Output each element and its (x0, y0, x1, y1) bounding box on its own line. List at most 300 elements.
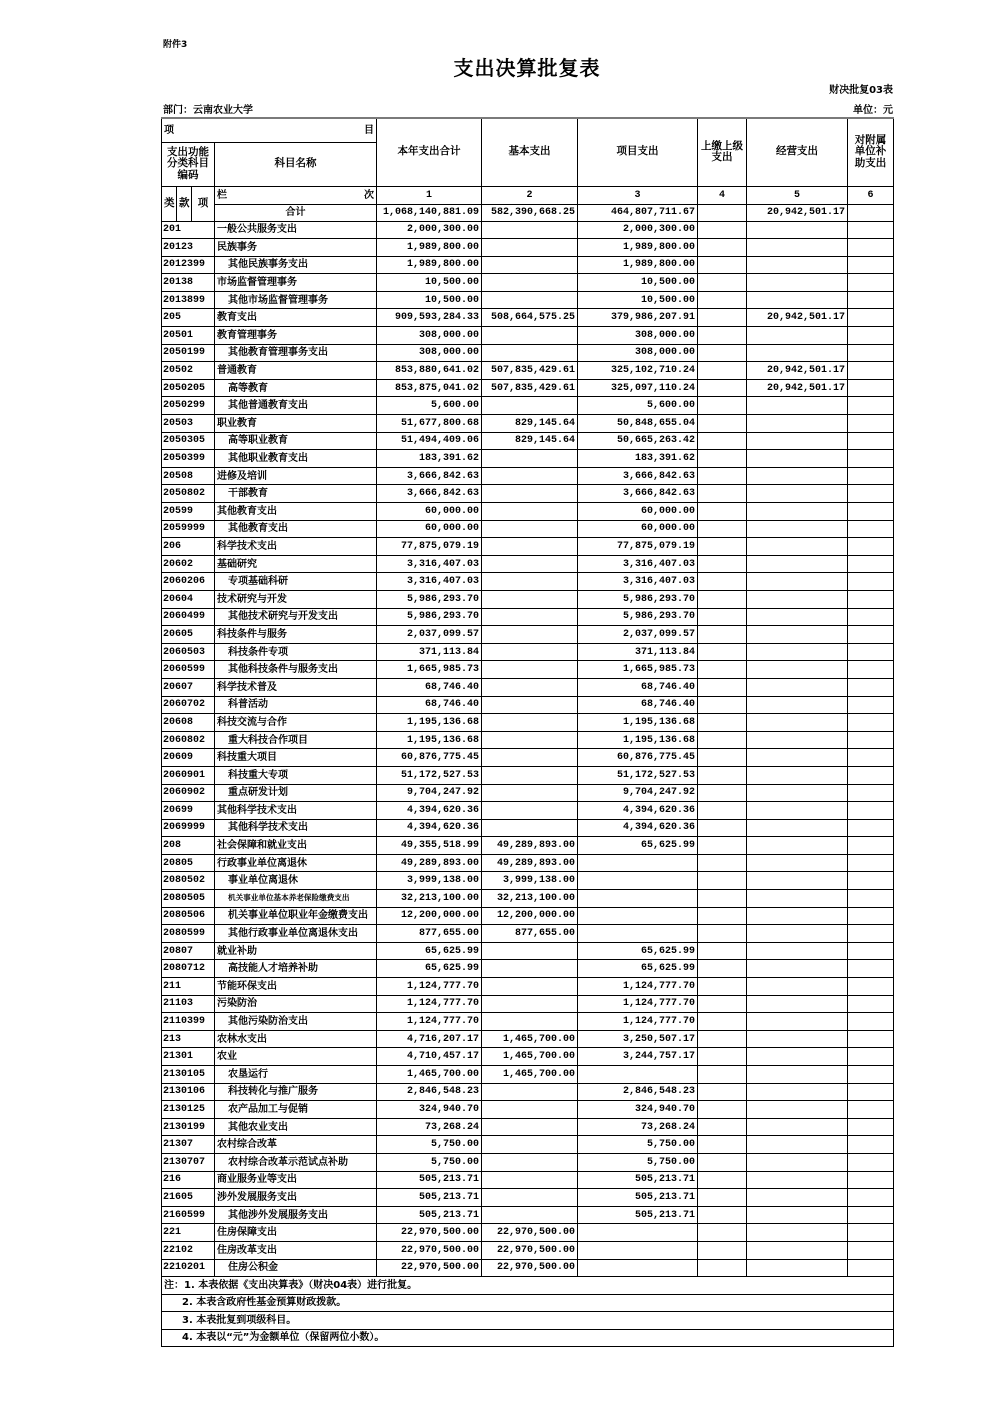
subject-code: 2130125 (162, 1101, 215, 1119)
operating-value (747, 819, 848, 837)
table-row (162, 1206, 894, 1224)
subject-code: 2160599 (162, 1206, 215, 1224)
total-value: 1,665,985.73 (377, 661, 482, 679)
operating-value (747, 327, 848, 345)
item-header-right: 目 (364, 124, 374, 136)
table-row (162, 1259, 894, 1277)
operating-value (747, 1083, 848, 1101)
project-value (578, 854, 698, 872)
subject-code: 2060902 (162, 784, 215, 802)
basic-value: 1,465,700.00 (482, 1030, 578, 1048)
remit-upper-value (698, 714, 747, 732)
subsidy-value (848, 661, 894, 679)
basic-value (482, 643, 578, 661)
remit-upper-value (698, 1153, 747, 1171)
operating-value (747, 978, 848, 996)
basic-value (482, 626, 578, 644)
operating-value (747, 678, 848, 696)
remit-upper-value (698, 1030, 747, 1048)
basic-value (482, 608, 578, 626)
table-row (162, 766, 894, 784)
total-value: 49,355,518.99 (377, 837, 482, 855)
basic-value (482, 661, 578, 679)
total-value: 9,704,247.92 (377, 784, 482, 802)
subsidy-value (848, 467, 894, 485)
basic-value: 49,289,893.00 (482, 837, 578, 855)
subject-code: 20608 (162, 714, 215, 732)
operating-value (747, 907, 848, 925)
table-row (162, 643, 894, 661)
table-row (162, 784, 894, 802)
operating-value (747, 925, 848, 943)
remit-upper-value (698, 397, 747, 415)
subject-code: 20607 (162, 678, 215, 696)
basic-value: 507,835,429.61 (482, 379, 578, 397)
subsidy-value (848, 555, 894, 573)
project-value: 68,746.40 (578, 696, 698, 714)
subject-name: 涉外发展服务支出 (215, 1189, 377, 1207)
operating-value (747, 1101, 848, 1119)
column-header-basic: 基本支出 (482, 118, 578, 186)
operating-value (747, 766, 848, 784)
subsidy-value (848, 274, 894, 292)
basic-value: 1,465,700.00 (482, 1048, 578, 1066)
note-text: 4. 本表以“元”为金额单位（保留两位小数）。 (162, 1329, 894, 1347)
subsidy-value (848, 626, 894, 644)
basic-value (482, 1136, 578, 1154)
subject-name: 高等教育 (215, 379, 377, 397)
remit-upper-value (698, 309, 747, 327)
total-value: 51,677,800.68 (377, 415, 482, 433)
subsidy-value (848, 854, 894, 872)
subject-name: 其他科学技术支出 (215, 802, 377, 820)
operating-value (747, 397, 848, 415)
subject-code: 2080502 (162, 872, 215, 890)
subject-name: 住房保障支出 (215, 1224, 377, 1242)
project-value: 505,213.71 (578, 1189, 698, 1207)
column-number-3: 3 (578, 186, 698, 204)
subject-code: 201 (162, 221, 215, 239)
operating-value: 20,942,501.17 (747, 362, 848, 380)
subject-code: 206 (162, 538, 215, 556)
subject-name: 机关事业单位职业年金缴费支出 (215, 907, 377, 925)
table-row (162, 731, 894, 749)
subsidy-value (848, 1136, 894, 1154)
operating-value (747, 485, 848, 503)
basic-value (482, 995, 578, 1013)
column-header-total: 本年支出合计 (377, 118, 482, 186)
basic-value (482, 960, 578, 978)
subject-name: 社会保障和就业支出 (215, 837, 377, 855)
subsidy-value (848, 221, 894, 239)
subject-name: 教育支出 (215, 309, 377, 327)
table-row (162, 1136, 894, 1154)
total-value: 4,394,620.36 (377, 802, 482, 820)
remit-upper-value (698, 344, 747, 362)
remit-upper-value (698, 590, 747, 608)
table-row (162, 678, 894, 696)
subsidy-value (848, 1189, 894, 1207)
remit-upper-value (698, 819, 747, 837)
basic-value: 877,655.00 (482, 925, 578, 943)
total-value: 68,746.40 (377, 696, 482, 714)
total-value: 371,113.84 (377, 643, 482, 661)
table-row (162, 590, 894, 608)
operating-value (747, 1013, 848, 1031)
table-row (162, 379, 894, 397)
operating-value (747, 274, 848, 292)
total-value: 1,124,777.70 (377, 978, 482, 996)
operating-value (747, 1189, 848, 1207)
subsidy-value (848, 1118, 894, 1136)
total-value: 65,625.99 (377, 960, 482, 978)
subject-code: 2012399 (162, 256, 215, 274)
subject-code: 20599 (162, 503, 215, 521)
basic-value (482, 1189, 578, 1207)
operating-value (747, 239, 848, 257)
total-value: 60,000.00 (377, 520, 482, 538)
project-value: 324,940.70 (578, 1101, 698, 1119)
subject-code: 20501 (162, 327, 215, 345)
basic-value (482, 274, 578, 292)
remit-upper-value (698, 1259, 747, 1277)
operating-value: 20,942,501.17 (747, 379, 848, 397)
table-row (162, 1241, 894, 1259)
total-value-5: 20,942,501.17 (747, 204, 848, 221)
remit-upper-value (698, 1048, 747, 1066)
subject-code: 21307 (162, 1136, 215, 1154)
operating-value (747, 890, 848, 908)
subject-name: 一般公共服务支出 (215, 221, 377, 239)
operating-value (747, 1224, 848, 1242)
basic-value: 508,664,575.25 (482, 309, 578, 327)
operating-value: 20,942,501.17 (747, 309, 848, 327)
name-header: 科目名称 (215, 142, 377, 186)
subject-code: 2130106 (162, 1083, 215, 1101)
project-value: 5,750.00 (578, 1136, 698, 1154)
table-row (162, 256, 894, 274)
total-value: 1,195,136.68 (377, 714, 482, 732)
subsidy-value (848, 872, 894, 890)
subject-name: 基础研究 (215, 555, 377, 573)
remit-upper-value (698, 327, 747, 345)
operating-value (747, 1259, 848, 1277)
subsidy-value (848, 995, 894, 1013)
remit-upper-value (698, 1189, 747, 1207)
column-header-subsidy: 对附属单位补助支出 (848, 118, 894, 186)
operating-value (747, 432, 848, 450)
subject-name: 民族事务 (215, 239, 377, 257)
note-row (162, 1312, 894, 1330)
subject-code: 2060802 (162, 731, 215, 749)
table-row (162, 1224, 894, 1242)
total-value: 853,880,641.02 (377, 362, 482, 380)
total-value: 1,124,777.70 (377, 1013, 482, 1031)
basic-value: 3,999,138.00 (482, 872, 578, 890)
project-value (578, 925, 698, 943)
total-value: 51,494,409.06 (377, 432, 482, 450)
subject-name: 科普活动 (215, 696, 377, 714)
total-label: 合计 (215, 204, 377, 221)
remit-upper-value (698, 749, 747, 767)
table-row (162, 538, 894, 556)
project-value: 65,625.99 (578, 837, 698, 855)
subsidy-value (848, 450, 894, 468)
project-value: 325,102,710.24 (578, 362, 698, 380)
project-value: 68,746.40 (578, 678, 698, 696)
remit-upper-value (698, 1206, 747, 1224)
column-number-1: 1 (377, 186, 482, 204)
operating-value (747, 1048, 848, 1066)
operating-value (747, 995, 848, 1013)
subject-name: 科技条件与服务 (215, 626, 377, 644)
table-row (162, 450, 894, 468)
table-row (162, 907, 894, 925)
subject-code: 20604 (162, 590, 215, 608)
project-value: 51,172,527.53 (578, 766, 698, 784)
remit-upper-value (698, 1066, 747, 1084)
subject-name: 农村综合改革 (215, 1136, 377, 1154)
column-number-2: 2 (482, 186, 578, 204)
operating-value (747, 573, 848, 591)
subject-name: 其他科学技术支出 (215, 819, 377, 837)
table-row (162, 1118, 894, 1136)
basic-value (482, 819, 578, 837)
total-row (162, 204, 894, 221)
subject-code: 2050305 (162, 432, 215, 450)
basic-value: 12,200,000.00 (482, 907, 578, 925)
table-row (162, 309, 894, 327)
table-row (162, 274, 894, 292)
remit-upper-value (698, 1101, 747, 1119)
basic-value (482, 256, 578, 274)
subject-name: 市场监督管理事务 (215, 274, 377, 292)
total-value: 3,316,407.03 (377, 573, 482, 591)
remit-upper-value (698, 274, 747, 292)
subject-name: 其他农业支出 (215, 1118, 377, 1136)
kuan-header: 款 (177, 186, 192, 221)
total-value: 68,746.40 (377, 678, 482, 696)
column-number-label-cell (215, 186, 377, 204)
remit-upper-value (698, 925, 747, 943)
project-value (578, 890, 698, 908)
expenditure-approval-table (161, 117, 894, 1347)
operating-value (747, 837, 848, 855)
basic-value (482, 221, 578, 239)
table-row (162, 661, 894, 679)
subject-code: 20508 (162, 467, 215, 485)
total-value: 5,750.00 (377, 1153, 482, 1171)
subject-code: 20609 (162, 749, 215, 767)
subsidy-value (848, 520, 894, 538)
column-number-4: 4 (698, 186, 747, 204)
subsidy-value (848, 837, 894, 855)
basic-value (482, 573, 578, 591)
table-row (162, 573, 894, 591)
subject-name: 农村综合改革示范试点补助 (215, 1153, 377, 1171)
subsidy-value (848, 256, 894, 274)
basic-value: 1,465,700.00 (482, 1066, 578, 1084)
remit-upper-value (698, 995, 747, 1013)
xiang-header: 项 (192, 186, 215, 221)
subject-name: 其他教育支出 (215, 520, 377, 538)
table-row (162, 415, 894, 433)
total-value: 505,213.71 (377, 1206, 482, 1224)
table-row (162, 344, 894, 362)
basic-value (482, 344, 578, 362)
basic-value (482, 520, 578, 538)
table-row (162, 467, 894, 485)
remit-upper-value (698, 942, 747, 960)
subject-code: 2080712 (162, 960, 215, 978)
table-row (162, 362, 894, 380)
code-header: 支出功能分类科目编码 (162, 142, 215, 186)
operating-value (747, 1153, 848, 1171)
project-value: 3,666,842.63 (578, 485, 698, 503)
total-value-2: 582,390,668.25 (482, 204, 578, 221)
basic-value: 49,289,893.00 (482, 854, 578, 872)
table-row (162, 291, 894, 309)
subject-code: 20123 (162, 239, 215, 257)
subsidy-value (848, 784, 894, 802)
table-row (162, 890, 894, 908)
total-value: 22,970,500.00 (377, 1224, 482, 1242)
project-value: 1,989,800.00 (578, 256, 698, 274)
subject-code: 213 (162, 1030, 215, 1048)
basic-value: 32,213,100.00 (482, 890, 578, 908)
table-row (162, 837, 894, 855)
operating-value (747, 1136, 848, 1154)
subject-name: 教育管理事务 (215, 327, 377, 345)
table-row (162, 397, 894, 415)
subject-code: 22102 (162, 1241, 215, 1259)
basic-value (482, 1153, 578, 1171)
subsidy-value (848, 731, 894, 749)
subsidy-value (848, 1224, 894, 1242)
table-row (162, 1189, 894, 1207)
subject-code: 2050199 (162, 344, 215, 362)
subject-name: 其他污染防治支出 (215, 1013, 377, 1031)
subsidy-value (848, 696, 894, 714)
project-value (578, 1259, 698, 1277)
lei-header: 类 (162, 186, 177, 221)
subsidy-value (848, 978, 894, 996)
basic-value: 22,970,500.00 (482, 1259, 578, 1277)
subject-name: 农产品加工与促销 (215, 1101, 377, 1119)
table-row (162, 608, 894, 626)
basic-value (482, 397, 578, 415)
remit-upper-value (698, 837, 747, 855)
subsidy-value (848, 749, 894, 767)
basic-value (482, 1101, 578, 1119)
basic-value (482, 450, 578, 468)
project-value: 183,391.62 (578, 450, 698, 468)
project-value (578, 1241, 698, 1259)
basic-value (482, 766, 578, 784)
basic-value (482, 1013, 578, 1031)
subject-code: 2080599 (162, 925, 215, 943)
total-value: 51,172,527.53 (377, 766, 482, 784)
remit-upper-value (698, 1118, 747, 1136)
operating-value (747, 960, 848, 978)
subject-code: 2080506 (162, 907, 215, 925)
operating-value (747, 942, 848, 960)
subsidy-value (848, 1153, 894, 1171)
subsidy-value (848, 819, 894, 837)
project-value: 5,750.00 (578, 1153, 698, 1171)
project-value: 77,875,079.19 (578, 538, 698, 556)
subject-code: 2060499 (162, 608, 215, 626)
subject-code: 2050205 (162, 379, 215, 397)
basic-value (482, 1118, 578, 1136)
table-row (162, 503, 894, 521)
subject-code: 211 (162, 978, 215, 996)
subsidy-value (848, 485, 894, 503)
column-header-remit-upper: 上缴上级支出 (698, 118, 747, 186)
subject-code: 2013899 (162, 291, 215, 309)
project-value: 1,124,777.70 (578, 995, 698, 1013)
subject-name: 机关事业单位基本养老保险缴费支出 (215, 890, 377, 908)
basic-value (482, 696, 578, 714)
total-value: 5,750.00 (377, 1136, 482, 1154)
table-row (162, 714, 894, 732)
subject-name: 农垦运行 (215, 1066, 377, 1084)
table-row (162, 942, 894, 960)
table-row (162, 239, 894, 257)
operating-value (747, 1241, 848, 1259)
project-value: 5,986,293.70 (578, 590, 698, 608)
subsidy-value (848, 960, 894, 978)
total-value: 505,213.71 (377, 1189, 482, 1207)
subject-name: 其他教育支出 (215, 503, 377, 521)
subsidy-value (848, 327, 894, 345)
subsidy-value (848, 1013, 894, 1031)
remit-upper-value (698, 802, 747, 820)
project-value: 10,500.00 (578, 291, 698, 309)
table-row (162, 1171, 894, 1189)
subsidy-value (848, 379, 894, 397)
total-value: 32,213,100.00 (377, 890, 482, 908)
total-value: 73,268.24 (377, 1118, 482, 1136)
subject-name: 专项基础科研 (215, 573, 377, 591)
subject-name: 其他涉外发展服务支出 (215, 1206, 377, 1224)
table-row (162, 819, 894, 837)
subject-name: 高技能人才培养补助 (215, 960, 377, 978)
subsidy-value (848, 907, 894, 925)
remit-upper-value (698, 362, 747, 380)
basic-value (482, 239, 578, 257)
operating-value (747, 1206, 848, 1224)
subject-code: 20807 (162, 942, 215, 960)
total-value: 4,394,620.36 (377, 819, 482, 837)
item-header-left: 项 (164, 124, 174, 136)
total-value: 308,000.00 (377, 344, 482, 362)
header-row-item (162, 118, 894, 142)
project-value: 4,394,620.36 (578, 819, 698, 837)
project-value: 325,097,110.24 (578, 379, 698, 397)
operating-value (747, 221, 848, 239)
subsidy-value (848, 590, 894, 608)
subsidy-value (848, 538, 894, 556)
total-value: 22,970,500.00 (377, 1259, 482, 1277)
operating-value (747, 784, 848, 802)
subject-code: 2059999 (162, 520, 215, 538)
table-row (162, 978, 894, 996)
note-text: 3. 本表批复到项级科目。 (162, 1312, 894, 1330)
operating-value (747, 344, 848, 362)
subject-name: 重大科技合作项目 (215, 731, 377, 749)
subject-name: 其他职业教育支出 (215, 450, 377, 468)
